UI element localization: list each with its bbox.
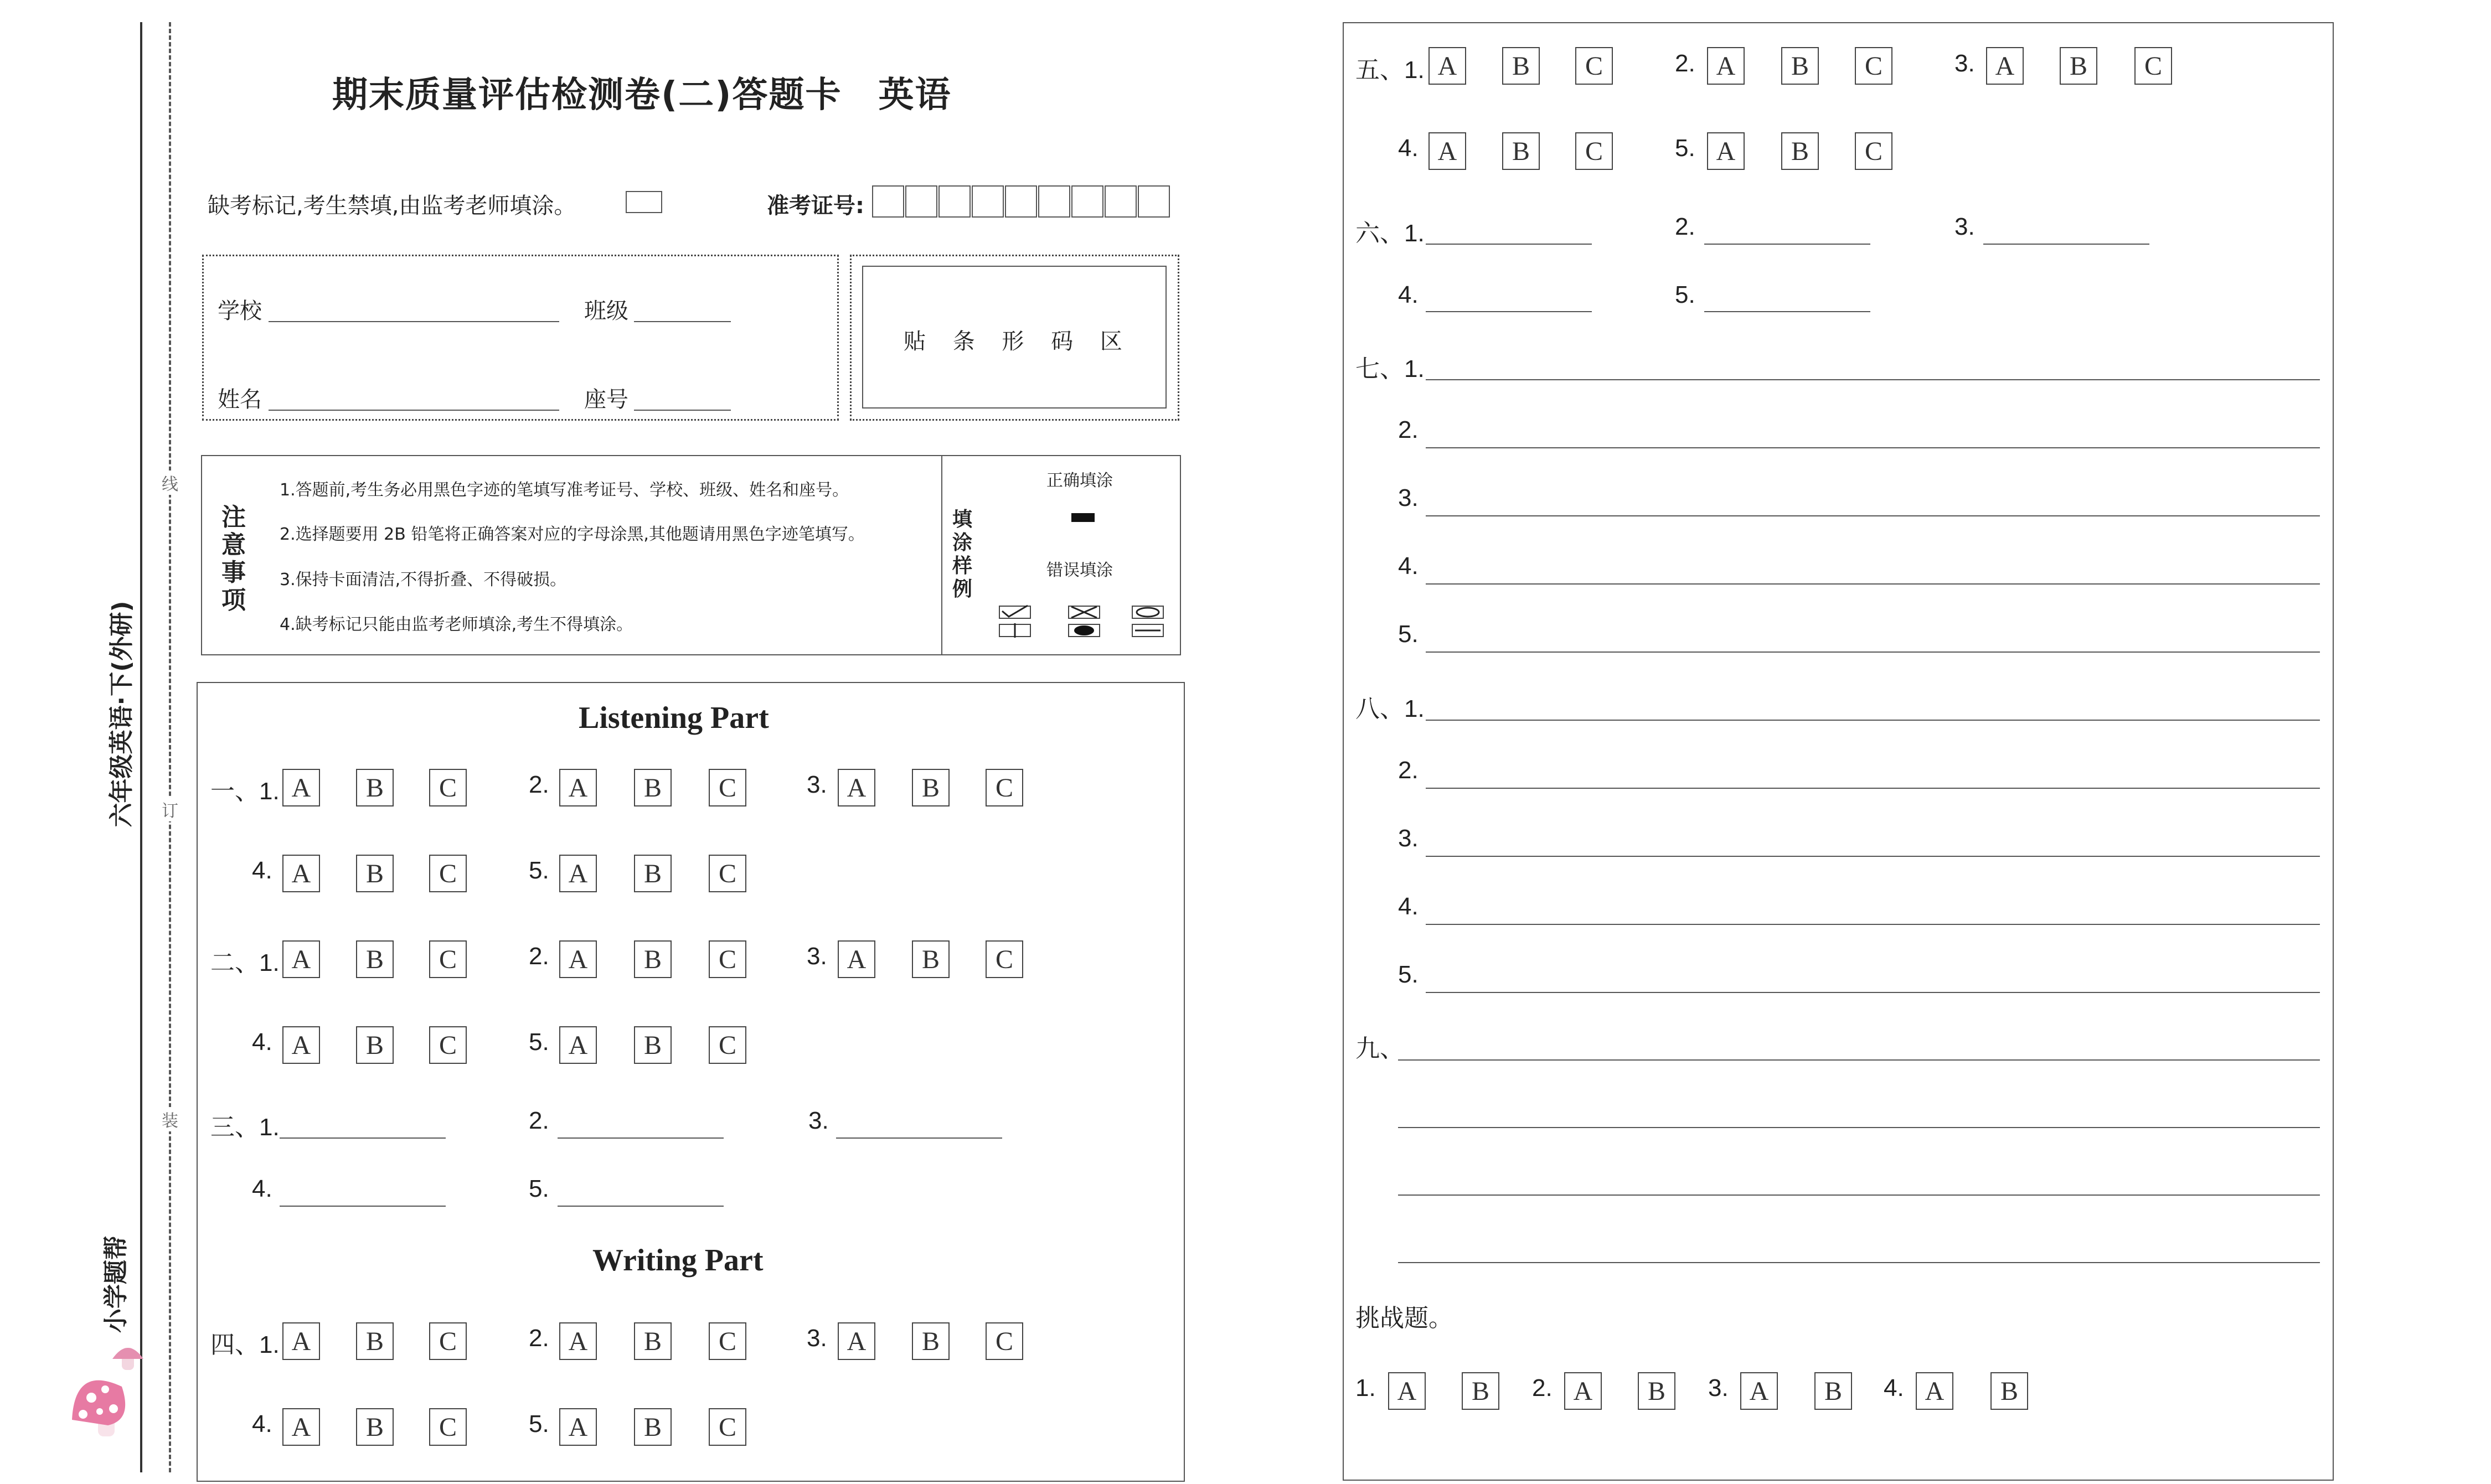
answer-blank[interactable]: [1426, 244, 1592, 245]
sample-heading: 填涂样例: [952, 508, 973, 601]
correct-fill-sample: [1071, 513, 1095, 522]
answer-line[interactable]: [1426, 856, 2320, 857]
question-number: 3.: [807, 1325, 827, 1352]
name-field[interactable]: [269, 410, 559, 411]
name-label: 姓名: [218, 387, 262, 412]
option-b[interactable]: B: [356, 940, 394, 978]
exam-id-label: 准考证号:: [767, 193, 864, 219]
section-nine-label: 九、: [1355, 1035, 1404, 1062]
question-number: 1.: [1404, 56, 1425, 84]
answer-blank[interactable]: [280, 1206, 446, 1207]
writing-line[interactable]: [1398, 1262, 2320, 1263]
question-number: 5.: [529, 1028, 549, 1056]
question-number: 1.: [259, 1114, 280, 1141]
option-c[interactable]: C: [986, 940, 1023, 978]
option-a[interactable]: A: [282, 1322, 320, 1360]
option-c[interactable]: C: [709, 1322, 746, 1360]
option-b[interactable]: B: [912, 940, 950, 978]
question-number: 5.: [1675, 281, 1695, 308]
exam-id-cell[interactable]: [1038, 185, 1070, 218]
section-seven-mark: 七、: [1355, 355, 1404, 382]
option-a[interactable]: A: [1707, 132, 1745, 170]
section-four-label: [210, 1325, 280, 1360]
question-number: 3.: [1708, 1374, 1729, 1402]
section-three-mark: 三、: [210, 1114, 259, 1141]
option-a[interactable]: A: [838, 940, 875, 978]
question-number: 4.: [1884, 1374, 1904, 1402]
answer-blank[interactable]: [1704, 244, 1870, 245]
question-number: 4.: [252, 1175, 272, 1202]
answer-line[interactable]: [1426, 788, 2320, 789]
question-number: 1.: [259, 778, 280, 805]
question-number: 2.: [1398, 757, 1419, 784]
option-a[interactable]: A: [559, 855, 597, 892]
section-five-label: [1355, 50, 1425, 85]
section-one-mark: 一、: [210, 778, 259, 805]
listening-part-title: Listening Part: [579, 701, 769, 735]
answer-line[interactable]: [1426, 651, 2320, 653]
question-number: 2.: [1675, 213, 1695, 240]
answer-line[interactable]: [1426, 379, 2320, 380]
question-number: 5.: [1398, 621, 1419, 648]
option-a[interactable]: A: [282, 940, 320, 978]
option-b[interactable]: B: [1781, 47, 1819, 85]
wrong-fill-label: 错误填涂: [1046, 561, 1113, 580]
section-six-label: [1355, 213, 1425, 249]
option-b[interactable]: B: [356, 769, 394, 806]
section-eight-mark: 八、: [1355, 695, 1404, 722]
question-number: 5.: [1675, 135, 1695, 162]
question-number: 4.: [252, 857, 272, 884]
exam-id-cell[interactable]: [1005, 185, 1037, 218]
option-c[interactable]: C: [1575, 132, 1613, 170]
answer-line[interactable]: [1426, 924, 2320, 925]
seat-label: 座号: [584, 387, 628, 412]
section-eight-label: [1355, 689, 1425, 724]
page-title: 期末质量评估检测卷(二)答题卡 英语: [332, 75, 952, 116]
exam-id-cell[interactable]: [972, 185, 1004, 218]
section-three-label: [210, 1107, 280, 1142]
binding-line-dashed: [169, 22, 171, 1472]
answer-blank[interactable]: [1426, 311, 1592, 312]
correct-fill-label: 正确填涂: [1046, 471, 1113, 490]
section-six-mark: 六、: [1355, 220, 1404, 247]
option-b[interactable]: B: [634, 769, 672, 806]
option-b[interactable]: B: [634, 1322, 672, 1360]
barcode-label: 贴 条 形 码 区: [904, 329, 1132, 354]
student-info-box: [202, 255, 839, 421]
option-a[interactable]: A: [1916, 1372, 1953, 1410]
option-c[interactable]: C: [429, 1026, 467, 1064]
absent-mark-label: 缺考标记,考生禁填,由监考老师填涂。: [208, 193, 576, 219]
option-b[interactable]: B: [634, 1026, 672, 1064]
question-number: 1.: [1404, 355, 1425, 382]
option-c[interactable]: C: [429, 855, 467, 892]
section-seven-label: [1355, 349, 1425, 384]
answer-line[interactable]: [1426, 720, 2320, 721]
option-b[interactable]: B: [1502, 132, 1540, 170]
question-number: 1.: [259, 1331, 280, 1358]
option-a[interactable]: A: [282, 1408, 320, 1446]
question-number: 5.: [1398, 961, 1419, 988]
challenge-label: 挑战题。: [1355, 1305, 1453, 1332]
option-c[interactable]: C: [986, 769, 1023, 806]
answer-line[interactable]: [1426, 992, 2320, 993]
option-c[interactable]: C: [1575, 47, 1613, 85]
exam-id-cell[interactable]: [872, 185, 904, 218]
option-c[interactable]: C: [986, 1322, 1023, 1360]
answer-blank[interactable]: [558, 1137, 724, 1139]
question-number: 1.: [1355, 1374, 1376, 1402]
answer-line[interactable]: [1426, 447, 2320, 448]
question-number: 4.: [252, 1410, 272, 1438]
question-number: 3.: [1954, 213, 1975, 240]
school-label: 学校: [218, 298, 262, 324]
note-item-3: 3.保持卡面清洁,不得折叠、不得破损。: [280, 570, 567, 590]
question-number: 1.: [259, 949, 280, 976]
question-number: 2.: [529, 1107, 549, 1134]
option-b[interactable]: B: [912, 1322, 950, 1360]
cut-mark-mount: 装: [162, 1107, 178, 1131]
answer-blank[interactable]: [836, 1137, 1002, 1139]
question-number: 5.: [529, 1410, 549, 1438]
section-five-mark: 五、: [1355, 56, 1404, 84]
question-number: 4.: [1398, 893, 1419, 920]
question-number: 2.: [529, 943, 549, 970]
option-a[interactable]: A: [838, 1322, 875, 1360]
question-number: 3.: [808, 1107, 829, 1134]
notes-heading: 注意事项: [221, 503, 246, 614]
question-number: 3.: [807, 943, 827, 970]
section-four-mark: 四、: [210, 1331, 259, 1358]
option-c[interactable]: C: [2134, 47, 2172, 85]
section-two-label: [210, 943, 280, 978]
answer-blank[interactable]: [1983, 244, 2149, 245]
option-a[interactable]: A: [1707, 47, 1745, 85]
question-number: 5.: [529, 1175, 549, 1202]
option-a[interactable]: A: [1986, 47, 2024, 85]
question-number: 2.: [529, 1325, 549, 1352]
section-two-mark: 二、: [210, 949, 259, 976]
cut-mark-line: 线: [162, 470, 178, 495]
note-item-4: 4.缺考标记只能由监考老师填涂,考生不得填涂。: [280, 615, 633, 634]
option-a[interactable]: A: [559, 1026, 597, 1064]
absent-mark-box[interactable]: [626, 191, 662, 213]
writing-part-title: Writing Part: [592, 1243, 764, 1278]
option-c[interactable]: C: [429, 769, 467, 806]
exam-id-cell[interactable]: [938, 185, 971, 218]
question-number: 4.: [1398, 552, 1419, 580]
option-a[interactable]: A: [1428, 47, 1466, 85]
option-c[interactable]: C: [429, 1408, 467, 1446]
option-a[interactable]: A: [282, 855, 320, 892]
option-b[interactable]: B: [634, 940, 672, 978]
option-c[interactable]: C: [709, 769, 746, 806]
question-number: 4.: [1398, 135, 1419, 162]
school-field[interactable]: [269, 321, 559, 322]
class-field[interactable]: [634, 321, 731, 322]
question-number: 2.: [1675, 50, 1695, 77]
option-b[interactable]: B: [1990, 1372, 2028, 1410]
option-c[interactable]: C: [1855, 132, 1892, 170]
cut-mark-bind: 订: [162, 797, 178, 821]
question-number: 3.: [1954, 50, 1975, 77]
option-b[interactable]: B: [1462, 1372, 1499, 1410]
option-a[interactable]: A: [559, 940, 597, 978]
left-answer-panel: [197, 682, 1185, 1482]
option-a[interactable]: A: [282, 769, 320, 806]
writing-line[interactable]: [1398, 1195, 2320, 1196]
option-b[interactable]: B: [634, 855, 672, 892]
option-a[interactable]: A: [1740, 1372, 1778, 1410]
note-item-2: 2.选择题要用 2B 铅笔将正确答案对应的字母涂黑,其他题请用黑色字迹笔填写。: [280, 525, 865, 544]
option-b[interactable]: B: [1814, 1372, 1852, 1410]
option-a[interactable]: A: [559, 769, 597, 806]
seat-field[interactable]: [634, 410, 731, 411]
exam-id-cell[interactable]: [1071, 185, 1103, 218]
question-number: 3.: [1398, 825, 1419, 852]
section-one-label: [210, 771, 280, 806]
answer-blank[interactable]: [280, 1137, 446, 1139]
notes-divider: [941, 455, 942, 655]
mushroom-logo-icon: [69, 1337, 152, 1447]
class-label: 班级: [584, 298, 628, 324]
option-b[interactable]: B: [356, 1322, 394, 1360]
answer-blank[interactable]: [558, 1206, 724, 1207]
question-number: 1.: [1404, 695, 1425, 722]
option-b[interactable]: B: [912, 769, 950, 806]
exam-id-boxes[interactable]: [872, 185, 1171, 218]
question-number: 5.: [529, 857, 549, 884]
answer-blank[interactable]: [1704, 311, 1870, 312]
answer-line[interactable]: [1426, 583, 2320, 585]
question-number: 3.: [1398, 484, 1419, 511]
option-b[interactable]: B: [1638, 1372, 1675, 1410]
option-b[interactable]: B: [634, 1408, 672, 1446]
option-c[interactable]: C: [709, 855, 746, 892]
option-a[interactable]: A: [559, 1408, 597, 1446]
exam-id-cell[interactable]: [905, 185, 937, 218]
answer-line[interactable]: [1426, 515, 2320, 516]
wrong-fill-samples-icon: [997, 603, 1174, 642]
writing-line[interactable]: [1398, 1127, 2320, 1128]
question-number: 3.: [807, 771, 827, 798]
binding-line-solid: [140, 22, 142, 1472]
option-a[interactable]: A: [1388, 1372, 1426, 1410]
option-b[interactable]: B: [2060, 47, 2097, 85]
option-a[interactable]: A: [1428, 132, 1466, 170]
exam-id-cell[interactable]: [1105, 185, 1137, 218]
writing-line[interactable]: [1398, 1059, 2320, 1061]
option-b[interactable]: B: [356, 1026, 394, 1064]
option-c[interactable]: C: [709, 940, 746, 978]
option-a[interactable]: A: [838, 769, 875, 806]
exam-id-cell[interactable]: [1138, 185, 1170, 218]
option-a[interactable]: A: [1564, 1372, 1602, 1410]
note-item-1: 1.答题前,考生务必用黑色字迹的笔填写准考证号、学校、班级、姓名和座号。: [280, 480, 849, 500]
option-b[interactable]: B: [1502, 47, 1540, 85]
option-c[interactable]: C: [429, 1322, 467, 1360]
question-number: 4.: [252, 1028, 272, 1056]
option-c[interactable]: C: [1855, 47, 1892, 85]
brand-name: 小学题帮: [102, 1235, 130, 1333]
option-b[interactable]: B: [356, 1408, 394, 1446]
option-b[interactable]: B: [356, 855, 394, 892]
option-c[interactable]: C: [709, 1408, 746, 1446]
option-c[interactable]: C: [429, 940, 467, 978]
question-number: 2.: [529, 771, 549, 798]
question-number: 2.: [1532, 1374, 1553, 1402]
option-a[interactable]: A: [282, 1026, 320, 1064]
option-b[interactable]: B: [1781, 132, 1819, 170]
question-number: 4.: [1398, 281, 1419, 308]
option-a[interactable]: A: [559, 1322, 597, 1360]
option-c[interactable]: C: [709, 1026, 746, 1064]
book-title: 六年级英语·下(外研): [107, 601, 136, 828]
question-number: 1.: [1404, 220, 1425, 247]
question-number: 2.: [1398, 416, 1419, 443]
